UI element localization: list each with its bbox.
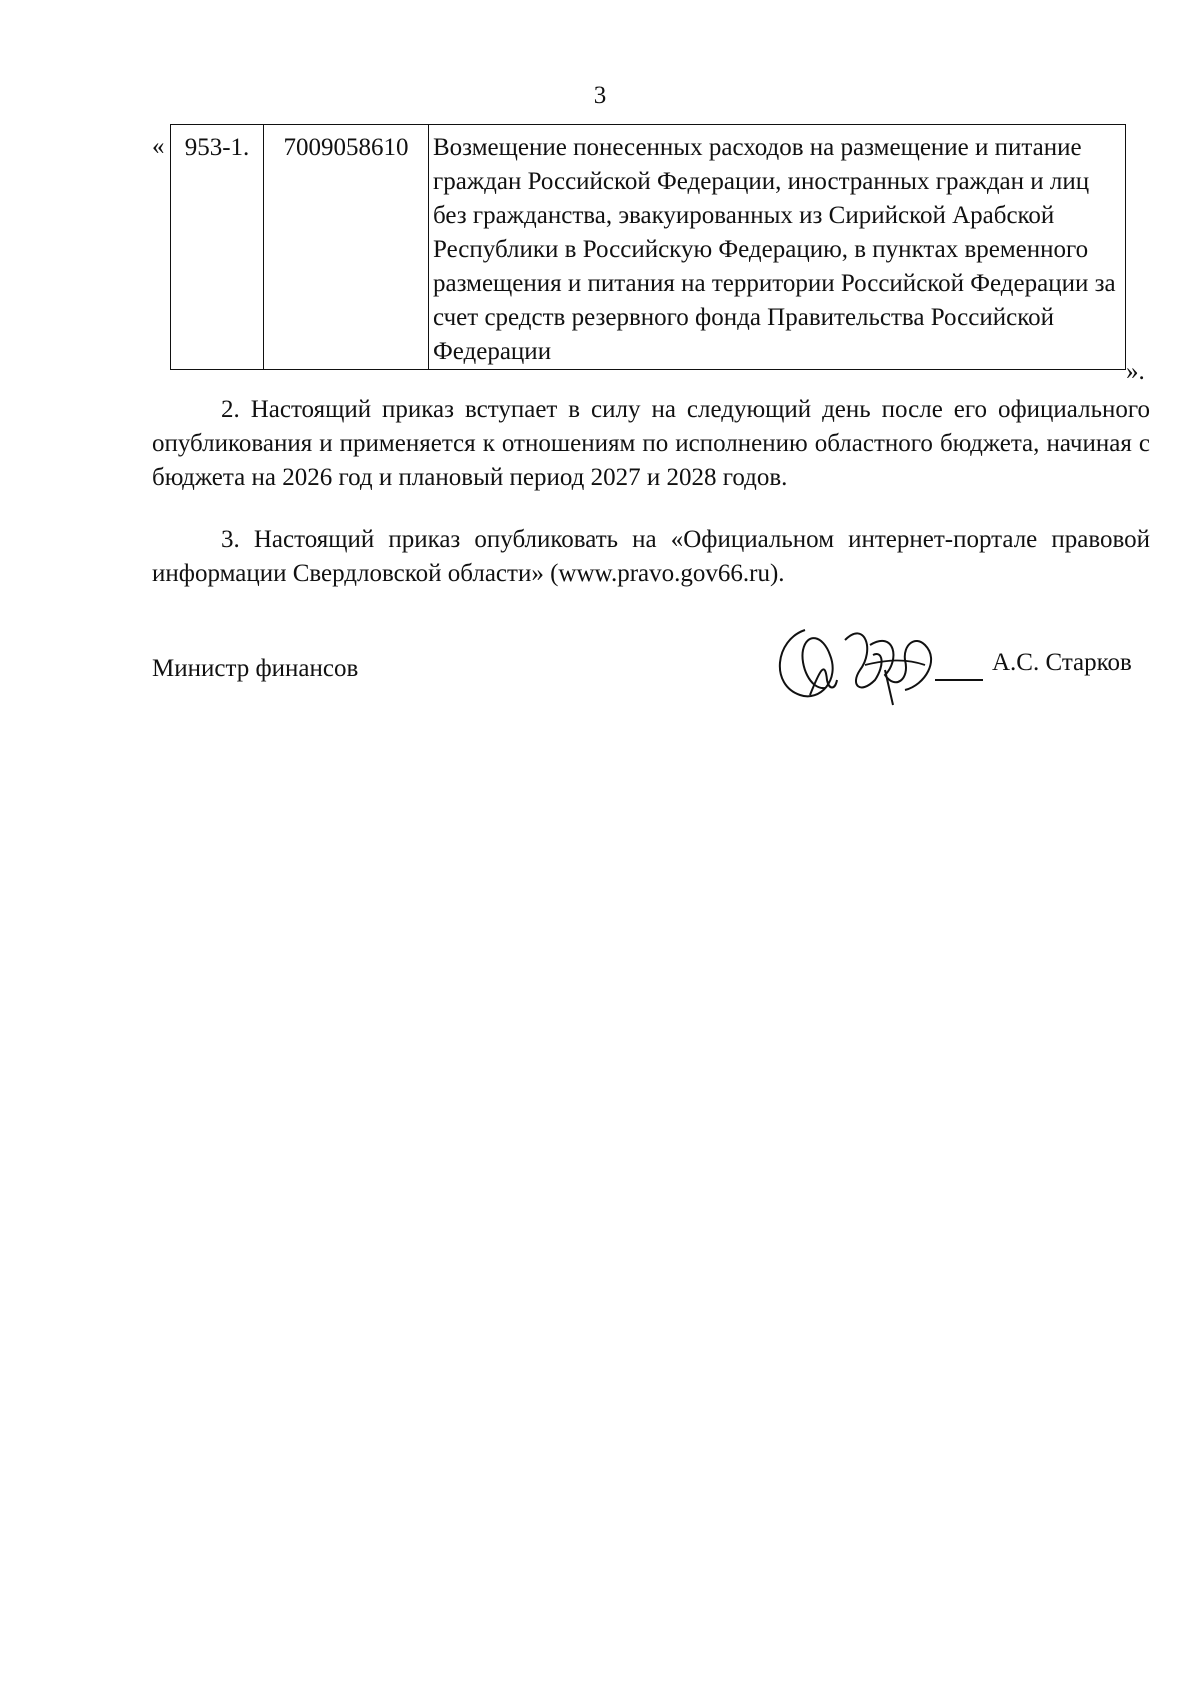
signer-name: А.С. Старков — [992, 649, 1132, 676]
signature-icon — [765, 610, 985, 710]
budget-table — [170, 124, 1126, 370]
row-code: 7009058610 — [264, 125, 429, 370]
page-number: 3 — [593, 82, 607, 109]
paragraph-3: 3. Настоящий приказ опубликовать на «Официальном интернет-портале правовой информации Свердловской области» (www.pravo.gov66.ru). — [152, 526, 1150, 587]
table-row — [171, 125, 1126, 370]
signer-title: Министр финансов — [152, 655, 359, 682]
row-description: Возмещение понесенных расходов на размещение и питание граждан Российской Федерации, иностранных граждан и лиц без гражданства, эвакуированных из Сирийской Арабской Республики в Российскую Федерацию, в пунктах временного размещения и питания на территории Российской Федерации за счет средств резервного фонда Правительства Российской Федерации — [429, 125, 1126, 370]
row-number: 953-1. — [171, 125, 264, 370]
paragraph-2: 2. Настоящий приказ вступает в силу на следующий день после его официального опубликования и применяется к отношениям по исполнению областного бюджета, начиная с бюджета на 2026 год и плановый период 2027 и 2028 годов. — [152, 396, 1150, 491]
quote-open: « — [152, 133, 165, 160]
quote-close: ». — [1126, 358, 1145, 385]
